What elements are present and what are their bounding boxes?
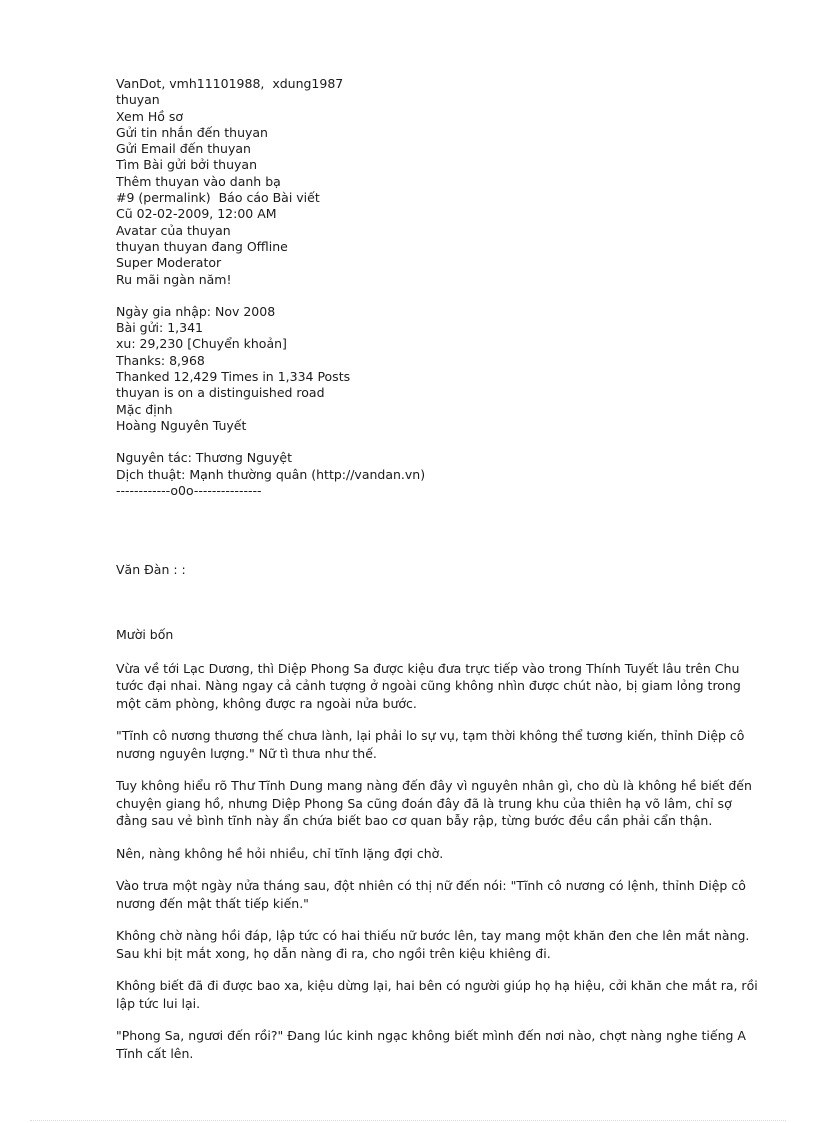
spacer	[116, 644, 766, 660]
post-date: Cũ 02-02-2009, 12:00 AM	[116, 206, 277, 222]
reputation-line: thuyan is on a distinguished road	[116, 385, 325, 401]
post-header-block	[116, 76, 766, 288]
paragraph: Không chờ nàng hồi đáp, lập tức có hai thiếu nữ bước lên, tay mang một khăn đen che lên mắt nàng. Sau khi bịt mắt xong, họ dẫn nàng đi ra, cho ngồi trên kiệu khiêng đi.	[116, 928, 750, 961]
page-bottom-divider	[30, 1120, 786, 1121]
paragraph: Vừa về tới Lạc Dương, thì Diệp Phong Sa được kiệu đưa trực tiếp vào trong Thính Tuyết lâu trên Chu tước đại nhai. Nàng ngay cả cảnh tượng ở ngoài cũng không nhìn được chút nào, bị giam lỏng trong một căm phòng, không được ra ngoài nửa bước.	[116, 660, 741, 711]
paragraph: "Tĩnh cô nương thương thế chưa lành, lại phải lo sự vụ, tạm thời không thể tương kiến, thỉnh Diệp cô nương nguyên lượng." Nữ tì thưa như thế.	[116, 728, 745, 761]
chapter-title: Mười bốn	[116, 627, 174, 643]
online-status: thuyan thuyan đang Offline	[116, 238, 288, 254]
permalink-line: #9 (permalink) Báo cáo Bài viết	[116, 190, 320, 206]
paragraph: Nên, nàng không hề hỏi nhiều, chỉ tĩnh lặng đợi chờ.	[116, 845, 444, 861]
join-date: Ngày gia nhập: Nov 2008	[116, 303, 276, 319]
source-label: Văn Đàn : :	[116, 562, 186, 578]
document-page	[116, 76, 766, 1062]
thanked-users-line: VanDot, vmh11101988, xdung1987	[116, 76, 344, 91]
spacer	[116, 288, 766, 304]
spacer	[116, 434, 766, 450]
story-title: Hoàng Nguyên Tuyết	[116, 417, 247, 433]
profile-stats-block	[116, 304, 766, 434]
thanks-count: Thanks: 8,968	[116, 352, 205, 368]
avatar-caption: Avatar của thuyan	[116, 222, 231, 238]
thanked-count: Thanked 12,429 Times in 1,334 Posts	[116, 369, 351, 385]
spacer	[116, 578, 766, 627]
paragraph: "Phong Sa, ngươi đến rồi?" Đang lúc kinh ngạc không biết mình đến nơi nào, chợt nàng nghe tiếng A Tĩnh cất lên.	[116, 1028, 746, 1061]
add-contact-link: Thêm thuyan vào danh bạ	[116, 173, 281, 189]
user-signature-title: Ru mãi ngàn năm!	[116, 271, 232, 287]
xu-balance: xu: 29,230 [Chuyển khoản]	[116, 336, 287, 352]
original-author: Nguyên tác: Thương Nguyệt	[116, 450, 292, 466]
find-posts-link: Tìm Bài gửi bởi thuyan	[116, 157, 257, 173]
translator: Dịch thuật: Mạnh thường quân (http://vandan.vn)	[116, 466, 426, 482]
default-label: Mặc định	[116, 401, 173, 417]
send-email-link: Gửi Email đến thuyan	[116, 141, 251, 157]
view-profile-link: Xem Hồ sơ	[116, 108, 184, 124]
credits-block	[116, 450, 766, 499]
post-count: Bài gửi: 1,341	[116, 320, 203, 336]
paragraph: Không biết đã đi được bao xa, kiệu dừng lại, hai bên có người giúp họ hạ hiệu, cởi khăn che mắt ra, rồi lập tức lui lại.	[116, 978, 758, 1011]
username: thuyan	[116, 92, 160, 108]
send-message-link: Gửi tin nhắn đến thuyan	[116, 124, 268, 140]
paragraph: Vào trưa một ngày nửa tháng sau, đột nhiên có thị nữ đến nói: "Tĩnh cô nương có lệnh, thỉnh Diệp cô nương đến mật thất tiếp kiến."	[116, 878, 746, 911]
paragraph: Tuy không hiểu rõ Thư Tĩnh Dung mang nàng đến đây vì nguyên nhân gì, cho dù là không hề biết đến chuyện giang hồ, nhưng Diệp Phong Sa cũng đoán đây đã là trung khu của thiên hạ võ lâm, chỉ sợ đằng sau vẻ bình tĩnh này ẩn chứa biết bao cơ quan bẫy rập, từng bước đều cần phải cẩn thận.	[116, 778, 752, 829]
divider-text: ------------o0o---------------	[116, 482, 262, 498]
chapter-body	[116, 660, 766, 1063]
spacer	[116, 499, 766, 562]
user-rank: Super Moderator	[116, 255, 222, 271]
